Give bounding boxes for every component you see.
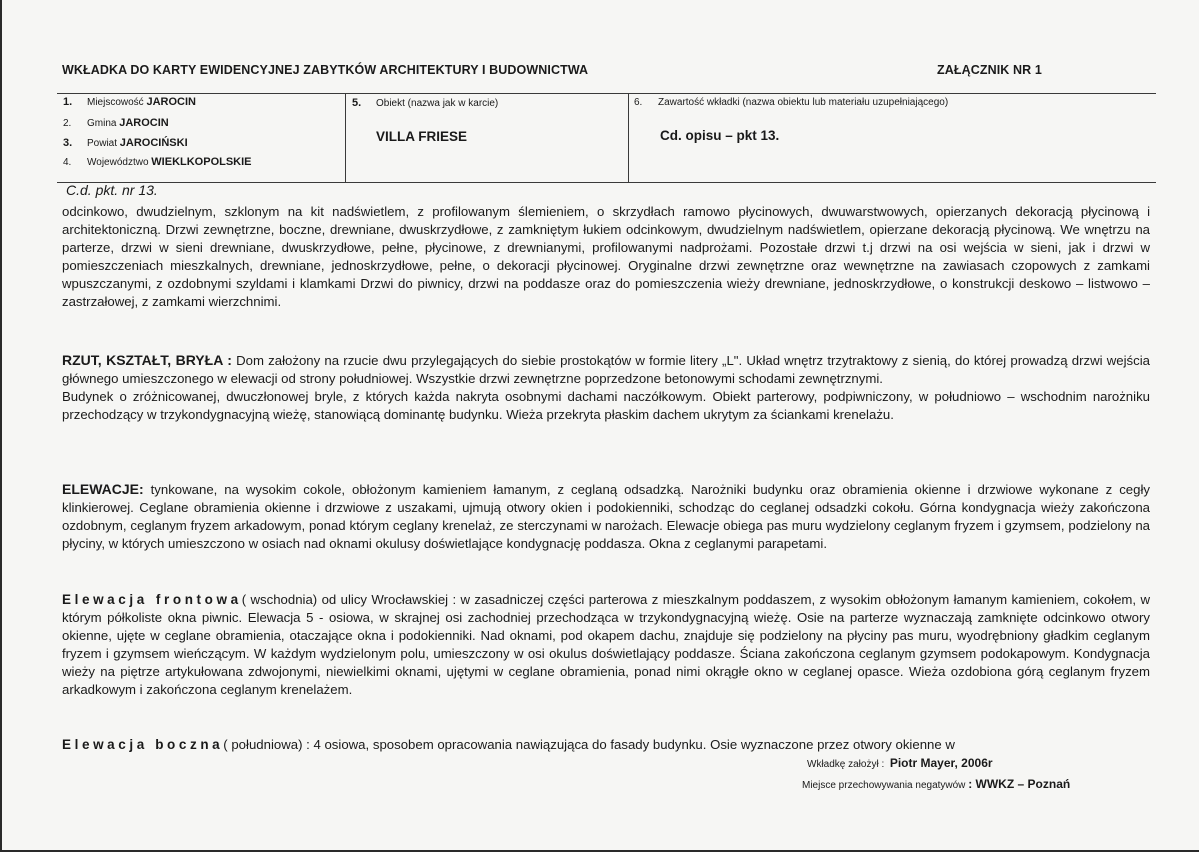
field-contents-label: 6. Zawartość wkładki (nazwa obiektu lub materiału uzupełniającego): [634, 97, 949, 108]
field-county: 3. Powiat JAROCIŃSKI: [63, 137, 188, 149]
author-line: Wkładkę założył : Piotr Mayer, 2006r: [807, 756, 993, 770]
contents-value: Cd. opisu – pkt 13.: [660, 128, 780, 143]
front-heading: Elewacja frontowa: [62, 592, 242, 607]
document-title: WKŁADKA DO KARTY EWIDENCYJNEJ ZABYTKÓW ARCHITEKTURY I BUDOWNICTWA: [62, 63, 589, 77]
header-rule-top: [57, 93, 1156, 94]
section-side-elevation: [62, 736, 1150, 754]
header-rule-bottom: [57, 182, 1156, 183]
front-paren: ( wschodnia): [241, 592, 318, 607]
paragraph-doors: [62, 203, 1150, 311]
field-commune: 2. Gmina JAROCIN: [63, 117, 169, 129]
field-object-label: 5. Obiekt (nazwa jak w karcie): [352, 97, 499, 109]
plan-text-2: Budynek o zróżnicowanej, dwuczłonowej bryle, z których każda nakryta osobnymi dachami naczółkowym. Obiekt parterowy, podpiwniczony, w południowo – wschodnim narożniku przechodzący w trzykondygnacyjną wieżę, stanowiącą dominantę budynku. Wieża przekryta płaskim dachem ukrytym za ściankami krenelażu.: [62, 389, 1150, 422]
cell-divider-1: [345, 93, 346, 182]
plan-text: Dom założony na rzucie dwu przylegających do siebie prostokątów w formie litery „L". Układ wnętrz trzytraktowy z sienią, do której prowadzą drzwi wejścia głównego umieszczonego w elewacji od strony południowej. Wszystkie drzwi zewnętrzne poprzedzone betonowymi schodami zewnętrznymi.: [62, 353, 1150, 386]
side-text: : 4 osiowa, sposobem opracowania nawiązująca do fasady budynku. Osie wyznaczone przez otwory okienne w: [306, 737, 955, 752]
section-elevations: [62, 480, 1150, 553]
field-voivodeship: 4. Województwo WIEKLKOPOLSKIE: [63, 156, 252, 168]
plan-heading: RZUT, KSZTAŁT, BRYŁA :: [62, 352, 232, 368]
storage-line: Miejsce przechowywania negatywów : WWKZ – Poznań: [802, 777, 1071, 791]
side-heading: Elewacja boczna: [62, 737, 224, 752]
elevations-text: tynkowane, na wysokim cokole, obłożonym kamieniem łamanym, z ceglaną odsadzką. Narożniki budynku oraz obramienia okienne i drzwiowe wykonane z cegły klinkierowej. Ceglane obramienia okienne i drzwiowe z uszakami, ujmują otwory okien i podokienniki, schodząc do ceglanej odsadzki cokołu. Górna kondygnacja wieży zakończona ozdobnym, ceglanym fryzem arkadowym, ponad którym ceglany krenelaż, ze sterczynami w narożach. Elewacje obiega pas muru wydzielony ceglanym fryzem i gzymsem, podzielony na płyciny, w których umieszczono w osiach nad oknami okulusy doświetlające kondygnację poddasza. Okna z ceglanymi parapetami.: [62, 482, 1150, 551]
front-text: od ulicy Wrocławskiej : w zasadniczej części parterowa z mieszkalnym poddaszem, z wysokim obłożonym łamanym kamieniem, cokołem, w którym półkoliste okna piwnic. Elewacja 5 - osiowa, w skrajnej osi zachodniej przechodząca w trzykondygnacyjną wieżę. Osie na parterze wyznaczają zamknięte odcinkowo otwory okienne, ujęte w ceglane obramienia, otaczające okna i podokienniki. Nad oknami, pod okapem dachu, znajduje się podzielony na płyciny pas muru, wyodrębniony gładkim ceglanym fryzem i gzymsem wieńczącym. W każdym wydzielonym polu, umieszczony w osi okulus doświetlający poddasze. Ściana zakończona ceglanym gzymsem podokapowym. Kondygnacja wieży na piętrze artykułowana zdwojonymi, niewielkimi oknami, ujętymi w ceglane obramienia, ponad nimi okrągłe okno w ceglanej opasce. Wieża ozdobiona górą ceglanym fryzem arkadkowym i zakończona ceglanym krenelażem.: [62, 592, 1150, 697]
continuation-label: C.d. pkt. nr 13.: [66, 182, 158, 198]
doors-text: odcinkowo, dwudzielnym, szklonym na kit nadświetlem, z profilowanym ślemieniem, o skrzydłach ramowo płycinowych, dwuwarstwowych, opierzanych dekoracją płycinową i architektoniczną. Drzwi zewnętrzne, boczne, drewniane, dwuskrzydłowe, z zamkniętym łukiem odcinkowym, dwudzielnym nadświetlem, opierzane dekoracją płycinową. We wnętrzu na parterze, drzwi w sieni drewniane, dwuskrzydłowe, pełne, płycinowe, z drewnianymi, profilowanymi nadprożami. Pozostałe drzwi t.j drzwi na osi wejścia w sieni, jak i drzwi w pomieszczeniach mieszkalnych, drewniane, jednoskrzydłowe, pełne, o dekoracji płycinowej. Oryginalne drzwi zewnętrzne oraz wewnętrzne na zawiasach czopowych z zamkami wpuszczanymi, z ozdobnymi szyldami i klamkami Drzwi do piwnicy, drzwi na poddasze oraz do pomieszczenia wieży drewniane, jednoskrzydłowe, o konstrukcji deskowo – listwowo – zastrzałowej, z zamkami wierzchnimi.: [62, 204, 1150, 309]
cell-divider-2: [628, 93, 629, 182]
field-locality: 1. Miejscowość JAROCIN: [63, 96, 196, 108]
section-plan-shape: [62, 351, 1150, 424]
section-front-elevation: [62, 591, 1150, 699]
side-paren: ( południowa): [223, 737, 303, 752]
object-name: VILLA FRIESE: [376, 129, 468, 144]
attachment-number: ZAŁĄCZNIK NR 1: [937, 63, 1042, 77]
elevations-heading: ELEWACJE:: [62, 481, 144, 497]
